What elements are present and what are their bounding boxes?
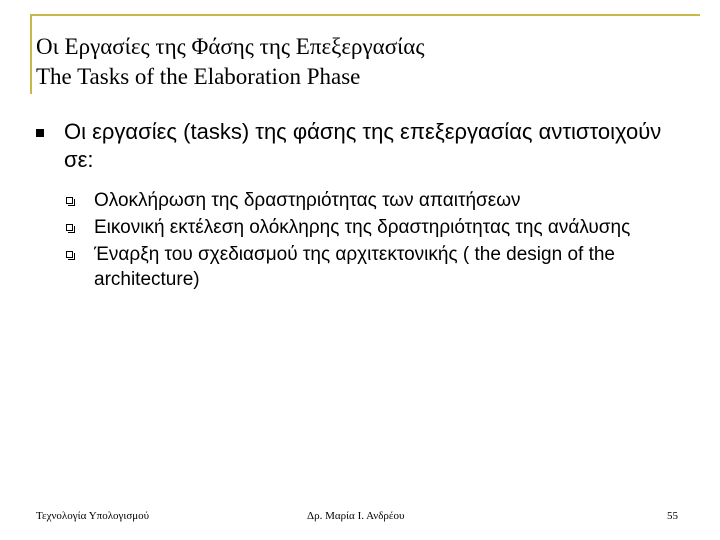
sub-bullet-item — [36, 188, 686, 213]
sub-bullet-list — [36, 188, 686, 292]
title-frame-top-line — [30, 14, 700, 16]
slide-body — [36, 118, 686, 294]
square-bullet-icon — [36, 129, 44, 137]
sub-bullet-text: Ολοκλήρωση της δραστηριότητας των απαιτήσεων — [94, 190, 521, 211]
slide-title — [36, 32, 424, 92]
hollow-square-bullet-icon — [66, 224, 73, 231]
sub-bullet-text: Έναρξη του σχεδιασμού της αρχιτεκτονικής ( the design of the architecture) — [94, 244, 615, 290]
footer-course-name: Τεχνολογία Υπολογισμού — [36, 510, 150, 522]
slide-title-greek: Οι Εργασίες της Φάσης της Επεξεργασίας — [36, 34, 425, 59]
title-frame-left-line — [30, 14, 32, 94]
hollow-square-bullet-icon — [66, 251, 73, 258]
footer-page-number: 55 — [667, 510, 678, 522]
sub-bullet-text: Εικονική εκτέλεση ολόκληρης της δραστηριότητας της ανάλυσης — [94, 217, 631, 238]
main-bullet-item — [36, 118, 686, 174]
slide-title-english: The Tasks of the Elaboration Phase — [36, 64, 361, 89]
sub-bullet-item — [36, 242, 686, 292]
footer-author: Δρ. Μαρία Ι. Ανδρέου — [307, 510, 405, 522]
hollow-square-bullet-icon — [66, 197, 73, 204]
main-bullet-text: Οι εργασίες (tasks) της φάσης της επεξεργασίας αντιστοιχούν σε: — [64, 119, 662, 172]
sub-bullet-item — [36, 215, 686, 240]
